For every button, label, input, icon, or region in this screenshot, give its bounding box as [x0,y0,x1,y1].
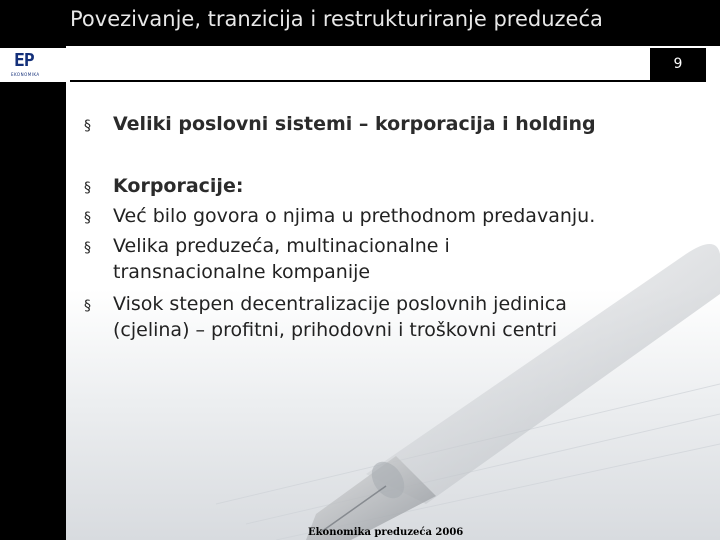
bullet-item-line2: transnacionalne kompanije [113,261,371,283]
bullet-marker: § [84,118,91,134]
bullet-marker: § [84,298,91,314]
bullet-item-line2: (cjelina) – profitni, prihodovni i troškovni centri [113,319,558,341]
header-bar [70,46,702,82]
logo [0,48,66,82]
bullet-item: Već bilo govora o njima u prethodnom predavanju. [113,205,596,227]
bullet-item-line1: Visok stepen decentralizacije poslovnih jedinica [113,293,567,315]
bullet-corporations: Korporacije: [113,175,244,197]
bullet-marker: § [84,240,91,256]
bullet-marker: § [84,210,91,226]
page-number: 9 [673,56,683,72]
footer-text: Ekonomika preduzeća 2006 [308,527,464,538]
page-number-tab [650,48,706,82]
bullet-heading: Veliki poslovni sistemi – korporacija i holding [113,113,596,135]
bullet-item-line1: Velika preduzeća, multinacionalne i [113,235,450,257]
slide-title: Povezivanje, tranzicija i restrukturiranje preduzeća [70,7,603,31]
logo-text: EKONOMIKA [11,72,40,77]
bullet-marker: § [84,180,91,196]
logo-mark: EP [14,50,34,71]
